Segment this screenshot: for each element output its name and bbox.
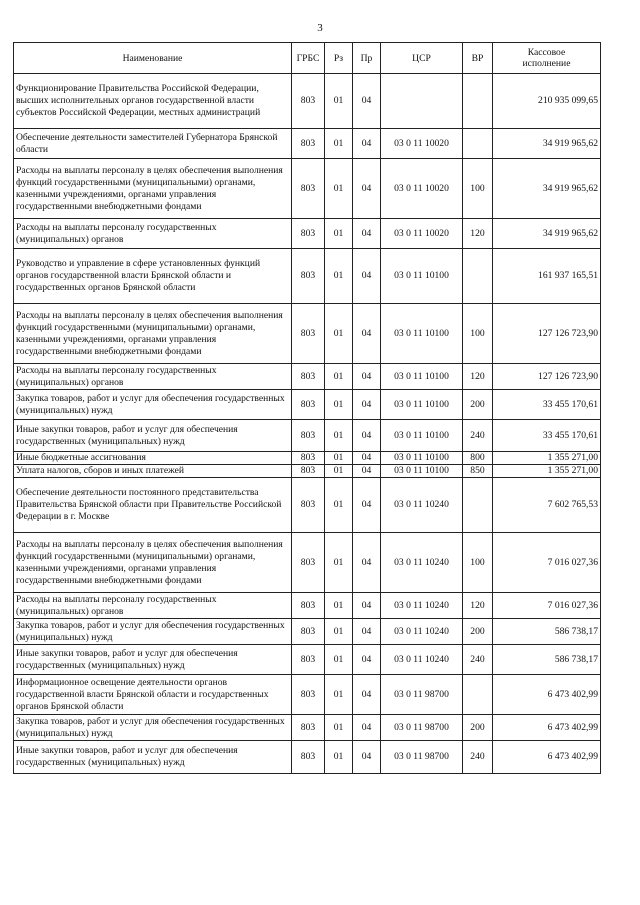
cell-amount: 34 919 965,62 [493, 129, 601, 159]
cell-amount: 6 473 402,99 [493, 715, 601, 741]
cell-csr: 03 0 11 98700 [381, 715, 463, 741]
cell-pr: 04 [353, 533, 381, 593]
cell-csr [381, 74, 463, 129]
cell-csr: 03 0 11 10100 [381, 249, 463, 304]
cell-vr: 100 [463, 304, 493, 364]
cell-vr [463, 129, 493, 159]
cell-name: Закупка товаров, работ и услуг для обеспечения государственных (муниципальных) нужд [14, 619, 292, 645]
cell-rz: 01 [325, 129, 353, 159]
cell-csr: 03 0 11 10100 [381, 390, 463, 420]
cell-grbs: 803 [292, 129, 325, 159]
cell-pr: 04 [353, 159, 381, 219]
cell-grbs: 803 [292, 159, 325, 219]
cell-vr: 200 [463, 619, 493, 645]
cell-grbs: 803 [292, 478, 325, 533]
cell-rz: 01 [325, 249, 353, 304]
cell-vr [463, 478, 493, 533]
header-amount-line1: Кассовое [527, 47, 566, 58]
cell-name: Иные закупки товаров, работ и услуг для обеспечения государственных (муниципальных) нужд [14, 741, 292, 774]
cell-csr: 03 0 11 10020 [381, 219, 463, 249]
cell-rz: 01 [325, 593, 353, 619]
table-row [14, 478, 601, 533]
cell-name: Расходы на выплаты персоналу государственных (муниципальных) органов [14, 593, 292, 619]
cell-name: Обеспечение деятельности постоянного представительства Правительства Брянской области при Правительстве Российской Федерации в г. Москве [14, 478, 292, 533]
cell-pr: 04 [353, 645, 381, 675]
cell-vr: 850 [463, 465, 493, 478]
cell-grbs: 803 [292, 74, 325, 129]
cell-name: Обеспечение деятельности заместителей Губернатора Брянской области [14, 129, 292, 159]
cell-vr [463, 249, 493, 304]
cell-grbs: 803 [292, 304, 325, 364]
cell-amount: 1 355 271,00 [493, 465, 601, 478]
cell-vr: 240 [463, 420, 493, 452]
cell-grbs: 803 [292, 390, 325, 420]
cell-grbs: 803 [292, 619, 325, 645]
cell-rz: 01 [325, 619, 353, 645]
cell-pr: 04 [353, 249, 381, 304]
cell-grbs: 803 [292, 675, 325, 715]
header-csr: ЦСР [381, 43, 463, 74]
cell-amount: 210 935 099,65 [493, 74, 601, 129]
table-row [14, 619, 601, 645]
header-rz: Рз [325, 43, 353, 74]
cell-amount: 34 919 965,62 [493, 219, 601, 249]
header-grbs: ГРБС [292, 43, 325, 74]
header-vr: ВР [463, 43, 493, 74]
table-row [14, 249, 601, 304]
cell-name: Функционирование Правительства Российской Федерации, высших исполнительных органов государственной власти субъектов Российской Федерации, местных администраций [14, 74, 292, 129]
cell-name: Иные бюджетные ассигнования [14, 452, 292, 465]
cell-amount: 33 455 170,61 [493, 420, 601, 452]
cell-grbs: 803 [292, 219, 325, 249]
table-row [14, 533, 601, 593]
cell-csr: 03 0 11 10020 [381, 129, 463, 159]
page-number: 3 [317, 22, 323, 34]
table-row [14, 741, 601, 774]
cell-pr: 04 [353, 593, 381, 619]
table-row [14, 420, 601, 452]
cell-rz: 01 [325, 364, 353, 390]
cell-grbs: 803 [292, 465, 325, 478]
cell-pr: 04 [353, 619, 381, 645]
table-row [14, 219, 601, 249]
cell-amount: 34 919 965,62 [493, 159, 601, 219]
cell-name: Расходы на выплаты персоналу в целях обеспечения выполнения функций государственными (муниципальными) органами, казенными учреждениями, органами управления государственными внебюджетными фондами [14, 304, 292, 364]
cell-amount: 127 126 723,90 [493, 364, 601, 390]
cell-rz: 01 [325, 304, 353, 364]
cell-rz: 01 [325, 645, 353, 675]
table-row [14, 452, 601, 465]
cell-rz: 01 [325, 420, 353, 452]
cell-name: Уплата налогов, сборов и иных платежей [14, 465, 292, 478]
cell-vr: 200 [463, 390, 493, 420]
cell-vr: 240 [463, 741, 493, 774]
cell-pr: 04 [353, 390, 381, 420]
cell-grbs: 803 [292, 593, 325, 619]
header-pr: Пр [353, 43, 381, 74]
cell-grbs: 803 [292, 715, 325, 741]
table-row [14, 129, 601, 159]
table-row [14, 390, 601, 420]
cell-vr: 100 [463, 533, 493, 593]
cell-name: Расходы на выплаты персоналу в целях обеспечения выполнения функций государственными (муниципальными) органами, казенными учреждениями, органами управления государственными внебюджетными фондами [14, 533, 292, 593]
cell-rz: 01 [325, 741, 353, 774]
cell-amount: 7 016 027,36 [493, 533, 601, 593]
table-row [14, 364, 601, 390]
cell-amount: 586 738,17 [493, 645, 601, 675]
cell-vr: 800 [463, 452, 493, 465]
cell-name: Руководство и управление в сфере установленных функций органов государственной власти Брянской области и государственных органов Брянской области [14, 249, 292, 304]
cell-csr: 03 0 11 10240 [381, 478, 463, 533]
cell-csr: 03 0 11 10100 [381, 304, 463, 364]
cell-csr: 03 0 11 98700 [381, 741, 463, 774]
cell-vr [463, 675, 493, 715]
cell-grbs: 803 [292, 249, 325, 304]
cell-rz: 01 [325, 715, 353, 741]
cell-grbs: 803 [292, 645, 325, 675]
cell-vr: 240 [463, 645, 493, 675]
cell-grbs: 803 [292, 741, 325, 774]
cell-grbs: 803 [292, 452, 325, 465]
cell-name: Расходы на выплаты персоналу государственных (муниципальных) органов [14, 364, 292, 390]
cell-rz: 01 [325, 390, 353, 420]
cell-csr: 03 0 11 98700 [381, 675, 463, 715]
cell-csr: 03 0 11 10100 [381, 452, 463, 465]
cell-pr: 04 [353, 74, 381, 129]
cell-name: Расходы на выплаты персоналу в целях обеспечения выполнения функций государственными (муниципальными) органами, казенными учреждениями, органами управления государственными внебюджетными фондами [14, 159, 292, 219]
table-row [14, 593, 601, 619]
cell-rz: 01 [325, 465, 353, 478]
cell-csr: 03 0 11 10100 [381, 420, 463, 452]
cell-amount: 6 473 402,99 [493, 741, 601, 774]
cell-name: Закупка товаров, работ и услуг для обеспечения государственных (муниципальных) нужд [14, 715, 292, 741]
cell-rz: 01 [325, 74, 353, 129]
cell-csr: 03 0 11 10240 [381, 533, 463, 593]
header-amount [493, 43, 601, 74]
cell-pr: 04 [353, 715, 381, 741]
cell-amount: 7 602 765,53 [493, 478, 601, 533]
cell-amount: 6 473 402,99 [493, 675, 601, 715]
cell-name: Закупка товаров, работ и услуг для обеспечения государственных (муниципальных) нужд [14, 390, 292, 420]
budget-table [13, 42, 601, 774]
cell-rz: 01 [325, 533, 353, 593]
cell-name: Иные закупки товаров, работ и услуг для обеспечения государственных (муниципальных) нужд [14, 420, 292, 452]
cell-vr [463, 74, 493, 129]
cell-amount: 7 016 027,36 [493, 593, 601, 619]
cell-pr: 04 [353, 741, 381, 774]
cell-csr: 03 0 11 10100 [381, 364, 463, 390]
cell-amount: 161 937 165,51 [493, 249, 601, 304]
cell-pr: 04 [353, 304, 381, 364]
cell-csr: 03 0 11 10240 [381, 619, 463, 645]
cell-pr: 04 [353, 129, 381, 159]
cell-pr: 04 [353, 675, 381, 715]
table-row [14, 74, 601, 129]
cell-amount: 1 355 271,00 [493, 452, 601, 465]
cell-vr: 120 [463, 219, 493, 249]
cell-rz: 01 [325, 478, 353, 533]
cell-vr: 120 [463, 364, 493, 390]
cell-pr: 04 [353, 420, 381, 452]
cell-amount: 127 126 723,90 [493, 304, 601, 364]
table-body [14, 74, 601, 774]
cell-pr: 04 [353, 478, 381, 533]
cell-vr: 120 [463, 593, 493, 619]
cell-name: Иные закупки товаров, работ и услуг для обеспечения государственных (муниципальных) нужд [14, 645, 292, 675]
cell-csr: 03 0 11 10100 [381, 465, 463, 478]
cell-pr: 04 [353, 364, 381, 390]
cell-vr: 100 [463, 159, 493, 219]
header-amount-line2: исполнение [522, 58, 571, 69]
cell-grbs: 803 [292, 533, 325, 593]
cell-pr: 04 [353, 219, 381, 249]
table-row [14, 465, 601, 478]
cell-csr: 03 0 11 10240 [381, 593, 463, 619]
table-row [14, 675, 601, 715]
table-row [14, 159, 601, 219]
header-name: Наименование [14, 43, 292, 74]
cell-name: Расходы на выплаты персоналу государственных (муниципальных) органов [14, 219, 292, 249]
cell-amount: 586 738,17 [493, 619, 601, 645]
cell-vr: 200 [463, 715, 493, 741]
cell-rz: 01 [325, 452, 353, 465]
cell-csr: 03 0 11 10240 [381, 645, 463, 675]
cell-grbs: 803 [292, 364, 325, 390]
cell-rz: 01 [325, 675, 353, 715]
cell-name: Информационное освещение деятельности органов государственной власти Брянской области и государственных органов Брянской области [14, 675, 292, 715]
cell-grbs: 803 [292, 420, 325, 452]
cell-rz: 01 [325, 219, 353, 249]
cell-csr: 03 0 11 10020 [381, 159, 463, 219]
cell-pr: 04 [353, 465, 381, 478]
cell-rz: 01 [325, 159, 353, 219]
cell-amount: 33 455 170,61 [493, 390, 601, 420]
cell-pr: 04 [353, 452, 381, 465]
table-row [14, 304, 601, 364]
table-header-row [14, 43, 601, 74]
table-row [14, 645, 601, 675]
table-row [14, 715, 601, 741]
